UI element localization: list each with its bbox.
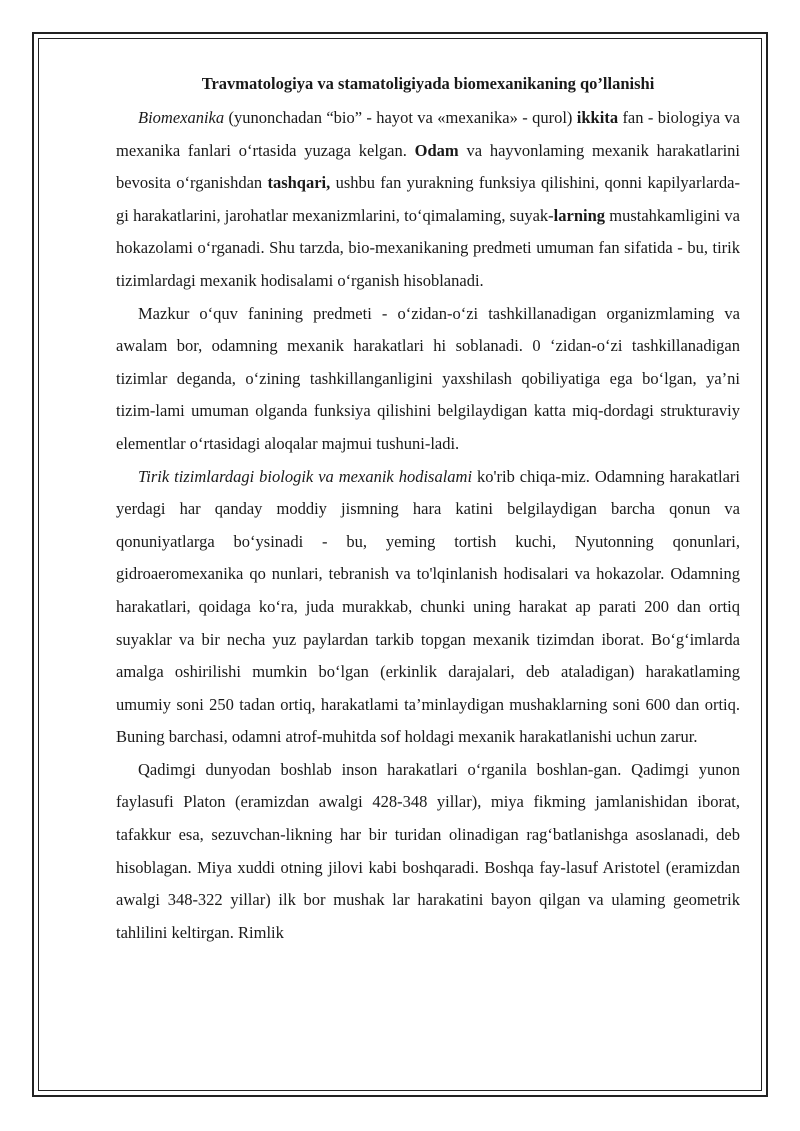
text-run: (yunonchadan “bio” - hayot va «mexanika» - qurol) bbox=[224, 108, 577, 127]
bold-text: Odam bbox=[414, 140, 459, 160]
bold-text: tashqari, bbox=[267, 173, 331, 193]
text-run: ushbu fan yurakning funksiya qilishini, qonni kapilyarlarda-gi harakatlarini, jarohatlar mexanizmlarini, to‘qimalaming, suyak- bbox=[116, 173, 740, 225]
document-title: Travmatologiya va stamatoligiyada biomexanikaning qo’llanishi bbox=[201, 74, 655, 93]
text-run: mustahkamligini va hokazolami o‘rganadi. Shu tarzda, bio-mexanikaning predmeti umuman fan sifatida - bu, tirik tizimlardagi mexanik hodisalami o‘rganish hisoblanadi. bbox=[116, 205, 740, 290]
paragraph bbox=[116, 754, 740, 950]
text-run: Mazkur o‘quv fanining predmeti - o‘zidan-o‘zi tashkillanadigan organizmlaming va awalam bor, odamning mexanik harakatlari hi soblanadi. 0 ‘zidan-o‘zi tashkillanadigan tizimlar deganda, o‘zining tashkillanganligini yaxshilash qobiliyatiga ega bo‘lgan, ya’ni tizim-lami umuman olganda funksiya qilishini belgilaydigan katta miq-dordagi strukturaviy elementlar o‘rtasidagi aloqalar majmui tushuni-ladi. bbox=[116, 303, 740, 453]
paragraph bbox=[116, 298, 740, 461]
text-run: Qadimgi dunyodan boshlab inson harakatlari o‘rganila boshlan-gan. Qadimgi yunon faylasufi Platon (eramizdan awalgi 428-348 yillar), miya fikming jamlanishidan iborat, tafakkur esa, sezuvchan-likning har bir turidan olinadigan rag‘batlanishga asoslanadi, deb hisoblagan. Miya xuddi otning jilovi kabi boshqaradi. Boshqa fay-lasuf Aristotel (eramizdan awalgi 348-322 yillar) ilk bor mushak lar harakatini bayon qilgan va ulaming geometrik tahlilini keltirgan. Rimlik bbox=[116, 759, 740, 942]
paragraph bbox=[116, 461, 740, 754]
italic-text: Tirik tizimlardagi biologik va mexanik hodisalami bbox=[138, 466, 473, 486]
paragraph bbox=[116, 102, 740, 298]
bold-text: larning bbox=[553, 205, 606, 225]
document-body bbox=[116, 102, 740, 949]
bold-text: ikkita bbox=[576, 108, 619, 127]
text-run: ko'rib chiqa-miz. Odamning harakatlari yerdagi har qanday moddiy jismning hara katini belgilaydigan barcha qonun va qonuniyatlarga bo‘ysinadi - bu, yeming tortish kuchi, Nyutonning qonunlari, gidroaeromexanika qo nunlari, tebranish va to'lqinlanish hodisalari va hokazolar. Odamning harakatlari, qoidaga ko‘ra, juda murakkab, chunki uning harakat ap parati 200 dan ortiq suyaklar va bir necha yuz paylardan tarkib topgan mexanik tizimdan iborat. Bo‘g‘imlarda amalga oshirilishi mumkin bo‘lgan (erkinlik darajalari, deb ataladigan) harakatlaming umumiy soni 250 tadan ortiq, harakatlami ta’minlaydigan mushaklarning soni 600 dan ortiq. Buning barchasi, odamni atrof-muhitda sof holdagi mexanik harakatlanishi uchun zarur. bbox=[116, 466, 740, 747]
document-page bbox=[116, 72, 740, 949]
italic-text: Biomexanika bbox=[138, 108, 225, 127]
text-run: va hayvonlaming mexanik harakatlarini bevosita o‘rganishdan bbox=[116, 140, 740, 193]
text-run: fan - biologiya va mexanika fanlari o‘rtasida yuzaga kelgan. bbox=[116, 108, 740, 160]
